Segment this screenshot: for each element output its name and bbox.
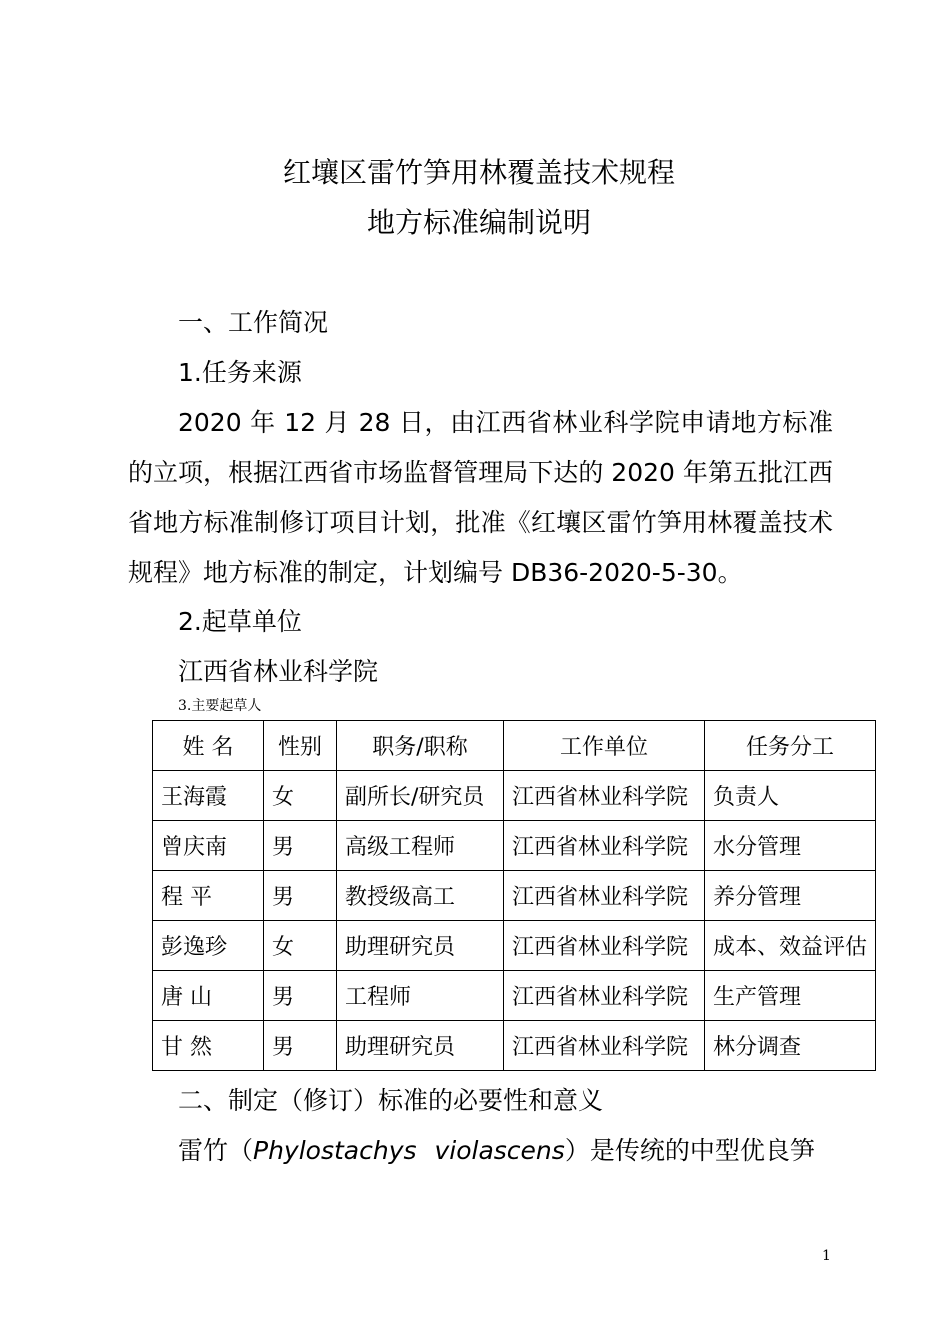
- cell-title: 助理研究员: [337, 1021, 504, 1071]
- cell-name: 程 平: [153, 871, 264, 921]
- cell-name: 曾庆南: [153, 821, 264, 871]
- subsection-drafters: 3.主要起草人: [178, 698, 262, 714]
- cell-unit: 江西省林业科学院: [504, 821, 705, 871]
- cell-unit: 江西省林业科学院: [504, 771, 705, 821]
- species-latin-name: Phylostachys violascens: [253, 1136, 565, 1165]
- drafters-table: [152, 720, 876, 1071]
- cell-title: 高级工程师: [337, 821, 504, 871]
- cell-name: 唐 山: [153, 971, 264, 1021]
- header-gender: 性别: [264, 721, 337, 771]
- table-row: [153, 971, 876, 1021]
- cell-task: 养分管理: [705, 871, 876, 921]
- header-unit: 工作单位: [504, 721, 705, 771]
- cell-gender: 女: [264, 921, 337, 971]
- table-row: [153, 771, 876, 821]
- cell-unit: 江西省林业科学院: [504, 971, 705, 1021]
- cell-title: 工程师: [337, 971, 504, 1021]
- subsection-drafting-unit: 2.起草单位: [178, 607, 302, 636]
- table-row: [153, 821, 876, 871]
- cell-name: 彭逸珍: [153, 921, 264, 971]
- section2-heading: 二、制定（修订）标准的必要性和意义: [178, 1086, 604, 1115]
- cell-gender: 女: [264, 771, 337, 821]
- header-task: 任务分工: [705, 721, 876, 771]
- task-source-paragraph: 2020 年 12 月 28 日，由江西省林业科学院申请地方标准的立项，根据江西省市场监督管理局下达的 2020 年第五批江西省地方标准制修订项目计划，批准《红壤区雷竹笋用林覆盖技术规程》地方标准的制定，计划编号 DB36-2020-5-30。: [128, 408, 833, 587]
- cell-unit: 江西省林业科学院: [504, 871, 705, 921]
- page-number: 1: [822, 1248, 831, 1264]
- cell-gender: 男: [264, 821, 337, 871]
- document-subtitle: 地方标准编制说明: [366, 206, 591, 239]
- table-row: [153, 871, 876, 921]
- header-name: 姓 名: [153, 721, 264, 771]
- cell-task: 负责人: [705, 771, 876, 821]
- cell-name: 甘 然: [153, 1021, 264, 1071]
- drafting-unit-name: 江西省林业科学院: [178, 657, 379, 686]
- cell-task: 成本、效益评估: [705, 921, 876, 971]
- cell-title: 教授级高工: [337, 871, 504, 921]
- header-title: 职务/职称: [337, 721, 504, 771]
- section2-paragraph: [178, 1133, 815, 1169]
- cell-task: 水分管理: [705, 821, 876, 871]
- cell-unit: 江西省林业科学院: [504, 1021, 705, 1071]
- document-title: 红壤区雷竹笋用林覆盖技术规程: [282, 156, 675, 189]
- cell-unit: 江西省林业科学院: [504, 921, 705, 971]
- table-header-row: [153, 721, 876, 771]
- cell-task: 林分调查: [705, 1021, 876, 1071]
- section2-text-pre: 雷竹（: [178, 1136, 254, 1165]
- cell-gender: 男: [264, 971, 337, 1021]
- table-row: [153, 921, 876, 971]
- cell-gender: 男: [264, 871, 337, 921]
- section2-text-post: ）是传统的中型优良笋: [564, 1136, 815, 1165]
- cell-title: 助理研究员: [337, 921, 504, 971]
- cell-name: 王海霞: [153, 771, 264, 821]
- table-row: [153, 1021, 876, 1071]
- cell-task: 生产管理: [705, 971, 876, 1021]
- subsection-task-source: 1.任务来源: [178, 358, 302, 387]
- cell-title: 副所长/研究员: [337, 771, 504, 821]
- section1-heading: 一、工作简况: [178, 308, 329, 337]
- cell-gender: 男: [264, 1021, 337, 1071]
